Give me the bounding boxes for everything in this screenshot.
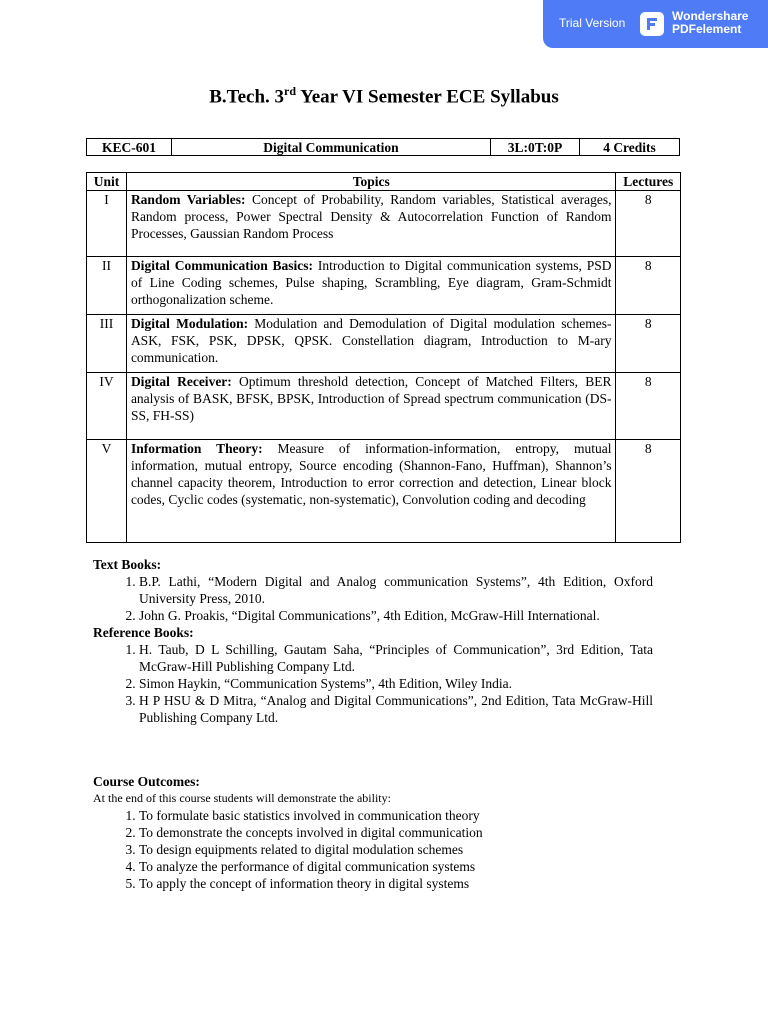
column-header-lectures: Lectures [616, 173, 681, 191]
unit-text: Measure of information-information, entropy, mutual information, mutual entropy, Source encoding (Shannon-Fano, Huffman), Shannon’s channel capacity theorem, Introduction to error correction and detection, Linear block codes, Cyclic codes (systematic, non-systematic), Convolution coding and decoding [130, 441, 612, 507]
table-row [87, 191, 681, 257]
lecture-count: 8 [616, 440, 681, 543]
course-ltp: 3L:0T:0P [491, 139, 580, 156]
column-header-unit: Unit [87, 173, 127, 191]
unit-heading: Digital Receiver: [130, 374, 232, 389]
text-books-heading: Text Books: [93, 557, 162, 572]
text-books-section [93, 556, 653, 726]
list-item: 3. H P HSU & D Mitra, “Analog and Digital Communications”, 2nd Edition, Tata McGraw-Hill Publishing Company Ltd. [139, 692, 653, 726]
text-books-list [93, 573, 653, 624]
course-outcomes-list [93, 807, 653, 892]
course-outcomes-heading: Course Outcomes: [93, 774, 200, 789]
unit-number: IV [87, 373, 127, 440]
unit-topics [126, 191, 616, 257]
pdfelement-logo-icon [640, 12, 664, 36]
trial-version-badge[interactable] [543, 0, 768, 48]
unit-number: II [87, 257, 127, 315]
course-outcomes-section [93, 773, 653, 892]
lecture-count: 8 [616, 191, 681, 257]
unit-text: Introduction to Digital communication systems, PSD of Line Coding schemes, Pulse shaping, Scrambling, Eye diagram, Gram-Schmidt orthogonalization scheme. [130, 258, 612, 307]
reference-books-heading: Reference Books: [93, 625, 194, 640]
trial-version-label: Trial Version [559, 16, 626, 30]
list-item: 1. To formulate basic statistics involved in communication theory [139, 807, 653, 824]
unit-text: Concept of Probability, Random variables, Statistical averages, Random process, Power Spectral Density & Autocorrelation Function of Random Processes, Gaussian Random Process [130, 192, 612, 241]
list-item: 2. John G. Proakis, “Digital Communications”, 4th Edition, McGraw-Hill International. [139, 607, 653, 624]
course-outcomes-intro: At the end of this course students will demonstrate the ability: [93, 791, 391, 805]
unit-number: III [87, 315, 127, 373]
unit-number: V [87, 440, 127, 543]
course-name: Digital Communication [172, 139, 491, 156]
page-title [0, 84, 768, 108]
title-superscript: rd [284, 84, 297, 98]
title-rest: Year VI Semester ECE Syllabus [296, 86, 559, 108]
table-row [87, 373, 681, 440]
table-row [87, 440, 681, 543]
lecture-count: 8 [616, 257, 681, 315]
unit-heading: Information Theory: [130, 441, 263, 456]
table-row [87, 257, 681, 315]
list-item: 4. To analyze the performance of digital communication systems [139, 858, 653, 875]
table-header-row [87, 173, 681, 191]
list-item: 1. B.P. Lathi, “Modern Digital and Analog communication Systems”, 4th Edition, Oxford University Press, 2010. [139, 573, 653, 607]
list-item: 3. To design equipments related to digital modulation schemes [139, 841, 653, 858]
unit-text: Modulation and Demodulation of Digital modulation schemes-ASK, FSK, PSK, DPSK, QPSK. Constellation diagram, Introduction to M-ary communication. [130, 316, 612, 365]
unit-topics [126, 257, 616, 315]
brand-line-2: PDFelement [672, 22, 742, 36]
unit-topics [126, 440, 616, 543]
list-item: 2. Simon Haykin, “Communication Systems”, 4th Edition, Wiley India. [139, 675, 653, 692]
unit-topics [126, 373, 616, 440]
syllabus-table [86, 172, 681, 543]
lecture-count: 8 [616, 373, 681, 440]
title-main: B.Tech. 3 [209, 86, 285, 108]
unit-text: Optimum threshold detection, Concept of Matched Filters, BER analysis of BASK, BFSK, BPSK, Introduction of Spread spectrum communication (DS-SS, FH-SS) [130, 374, 612, 423]
lecture-count: 8 [616, 315, 681, 373]
course-code: KEC-601 [87, 139, 172, 156]
brand-line-1: Wondershare [672, 9, 749, 23]
unit-heading: Digital Modulation: [130, 316, 249, 331]
course-credits: 4 Credits [580, 139, 680, 156]
unit-heading: Digital Communication Basics: [130, 258, 314, 273]
unit-heading: Random Variables: [130, 192, 246, 207]
list-item: 2. To demonstrate the concepts involved in digital communication [139, 824, 653, 841]
reference-books-list [93, 641, 653, 726]
unit-topics [126, 315, 616, 373]
list-item: 5. To apply the concept of information theory in digital systems [139, 875, 653, 892]
course-header-table [86, 138, 680, 156]
column-header-topics: Topics [126, 173, 616, 191]
brand-name [672, 10, 748, 36]
list-item: 1. H. Taub, D L Schilling, Gautam Saha, “Principles of Communication”, 3rd Edition, Tata McGraw-Hill Publishing Company Ltd. [139, 641, 653, 675]
table-row [87, 315, 681, 373]
unit-number: I [87, 191, 127, 257]
